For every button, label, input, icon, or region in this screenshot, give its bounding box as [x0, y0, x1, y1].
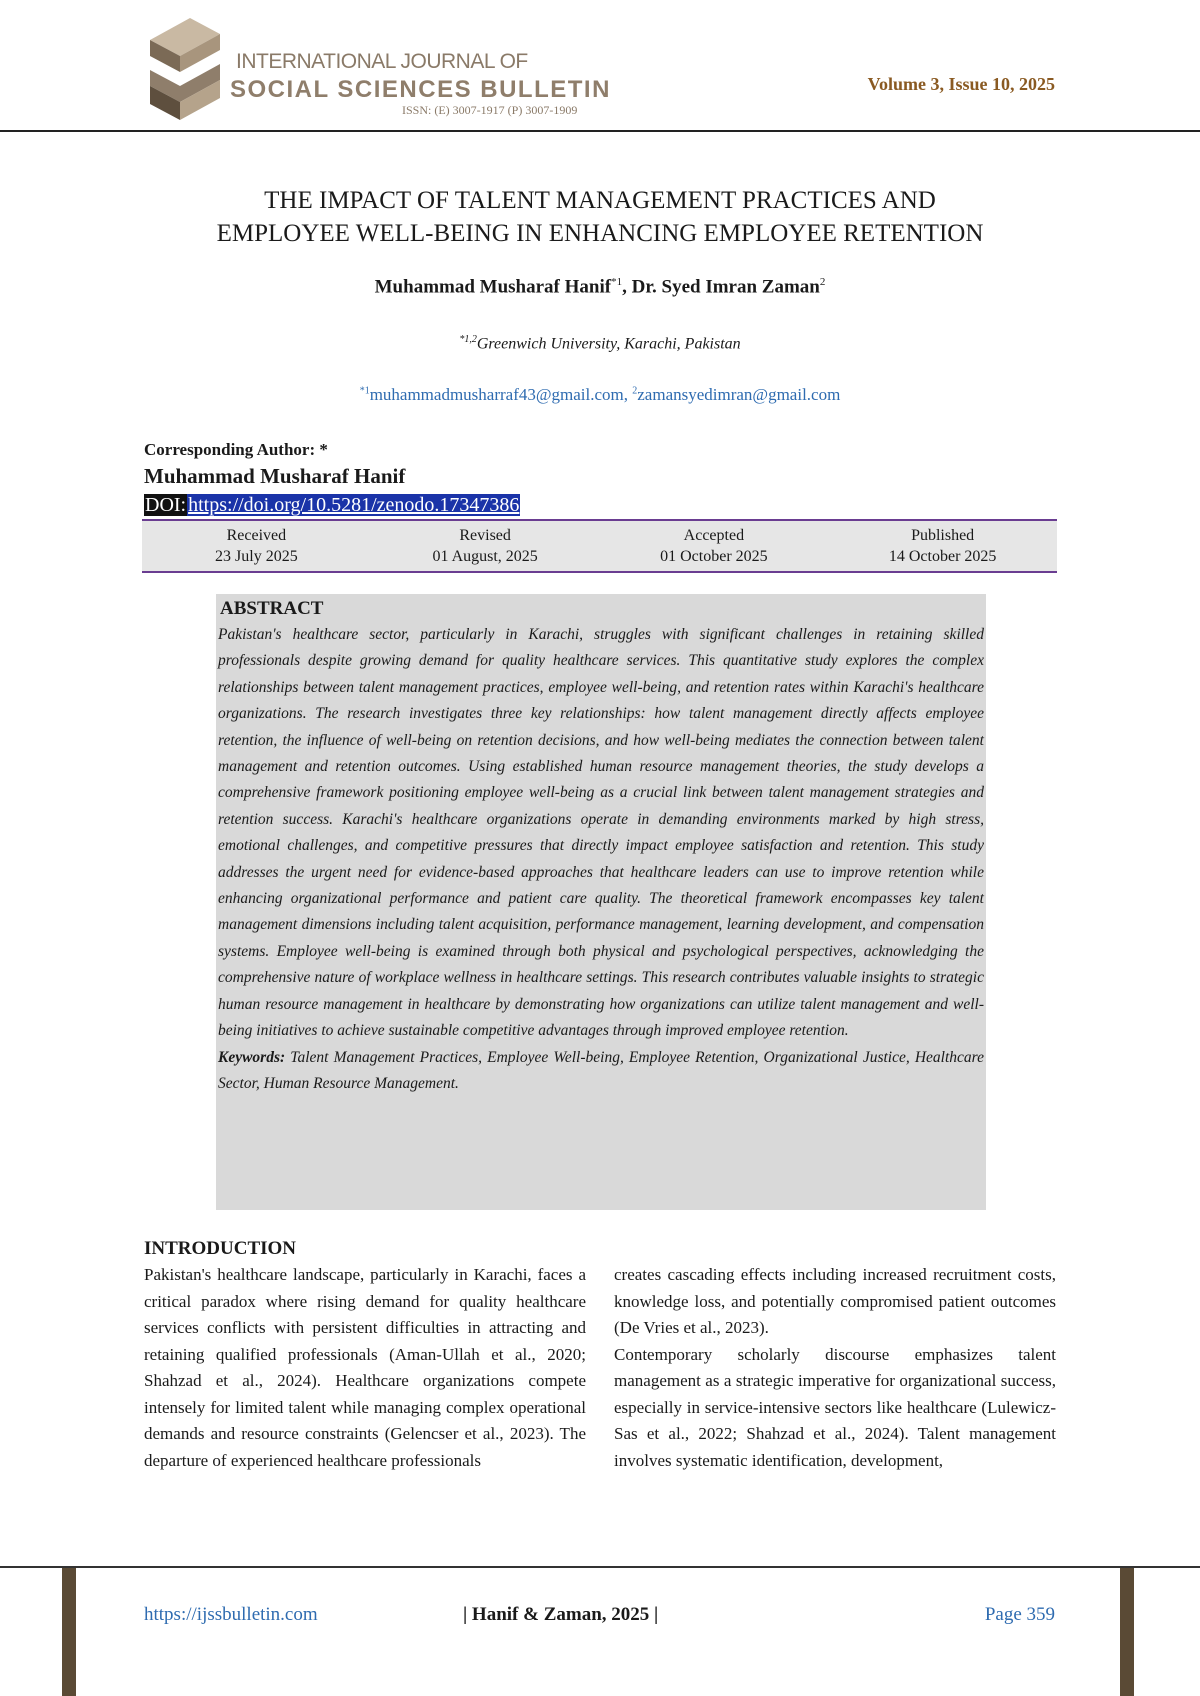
- date-value: 01 October 2025: [660, 548, 768, 565]
- doi-link[interactable]: https://doi.org/10.5281/zenodo.17347386: [188, 494, 520, 516]
- email-1-sup: *1: [359, 385, 370, 397]
- date-published: [828, 521, 1057, 571]
- footer-right-bar: [1120, 1568, 1134, 1696]
- date-accepted: [600, 521, 829, 571]
- footer-page-number: Page 359: [984, 1604, 1055, 1625]
- affiliation-text: Greenwich University, Karachi, Pakistan: [476, 335, 741, 353]
- journal-issn: ISSN: (E) 3007-1917 (P) 3007-1909: [402, 103, 578, 117]
- doi: [144, 494, 520, 517]
- author-1: Muhammad Musharaf Hanif: [374, 276, 612, 298]
- intro-paragraph-1-cont: creates cascading effects including increased recruitment costs, knowledge loss, and potentially compromised patient outcomes (De Vries et al., 2023).: [614, 1265, 1056, 1337]
- date-label: Published: [911, 527, 975, 544]
- footer-divider: [0, 1566, 1200, 1568]
- email-2-sup: 2: [632, 385, 638, 397]
- intro-paragraph-2: Contemporary scholarly discourse emphasizes talent management as a strategic imperative for organizational success, especially in service-intensive sectors like healthcare (Lulewicz-Sas et al., 2022; Shahzad et al., 2024). Talent management involves systematic identification, development,: [614, 1344, 1056, 1470]
- email-separator: ,: [623, 385, 633, 404]
- title-line-1: THE IMPACT OF TALENT MANAGEMENT PRACTICES AND: [264, 187, 936, 214]
- header-divider: [0, 130, 1200, 132]
- date-label: Received: [226, 527, 287, 544]
- footer-citation: | Hanif & Zaman, 2025 |: [463, 1604, 659, 1625]
- keywords-label: Keywords:: [218, 1048, 286, 1066]
- title-line-2: EMPLOYEE WELL-BEING IN ENHANCING EMPLOYEE RETENTION: [216, 220, 984, 247]
- journal-logo-icon: [140, 10, 230, 128]
- introduction-heading: INTRODUCTION: [144, 1238, 297, 1259]
- author-2: Dr. Syed Imran Zaman: [631, 276, 820, 298]
- corresponding-label: Corresponding Author: *: [144, 440, 328, 459]
- date-label: Accepted: [683, 527, 745, 544]
- date-value: 23 July 2025: [215, 548, 298, 565]
- publication-dates: [142, 519, 1057, 573]
- body-column-left: [144, 1262, 586, 1474]
- affiliation: [100, 334, 1100, 353]
- volume-issue: Volume 3, Issue 10, 2025: [867, 74, 1055, 94]
- footer-journal-link[interactable]: https://ijssbulletin.com: [144, 1604, 318, 1625]
- author-1-sup: *1: [611, 276, 623, 288]
- date-value: 01 August, 2025: [432, 548, 538, 565]
- date-label: Revised: [459, 527, 511, 544]
- abstract-heading: ABSTRACT: [220, 598, 324, 619]
- author-separator: ,: [622, 276, 632, 298]
- author-2-sup: 2: [819, 276, 826, 288]
- date-revised: [371, 521, 600, 571]
- affiliation-sup: *1,2: [459, 334, 477, 345]
- corresponding-name: Muhammad Musharaf Hanif: [144, 464, 406, 488]
- abstract-body: Pakistan's healthcare sector, particularly in Karachi, struggles with significant challenges in retaining skilled professionals despite growing demand for quality healthcare services. This quantitative study explores the complex relationships between talent management practices, employee well-being, and retention rates within Karachi's healthcare organizations. The research investigates three key relationships: how talent management directly affects employee retention, the influence of well-being on retention decisions, and how well-being mediates the connection between talent management and retention outcomes. Using established human resource management theories, the study develops a comprehensive framework positioning employee well-being as a crucial link between talent management strategies and retention success. Karachi's healthcare organizations operate in demanding environments marked by high stress, emotional challenges, and competitive pressures that directly impact employee satisfaction and retention. This study addresses the urgent need for evidence-based approaches that healthcare leaders can use to improve retention while enhancing organizational performance and patient care quality. The theoretical framework encompasses key talent management dimensions including talent acquisition, performance management, learning development, and compensation systems. Employee well-being is examined through both physical and psychological perspectives, acknowledging the comprehensive nature of workplace wellness in healthcare settings. This research contributes valuable insights to strategic human resource management in healthcare by demonstrating how organizations can utilize talent management and well-being initiatives to achieve sustainable competitive advantages through improved employee retention.: [218, 626, 984, 1040]
- journal-name-line1: INTERNATIONAL JOURNAL OF: [236, 50, 528, 73]
- journal-name-line2: SOCIAL SCIENCES BULLETIN: [230, 76, 611, 103]
- email-2-link[interactable]: zamansyedimran@gmail.com: [637, 385, 841, 404]
- keywords: [218, 1045, 984, 1098]
- date-received: [142, 521, 371, 571]
- author-emails: [100, 385, 1100, 405]
- author-list: [100, 276, 1100, 298]
- abstract-box: [216, 594, 986, 1210]
- email-1-link[interactable]: muhammadmusharraf43@gmail.com: [369, 385, 624, 404]
- date-value: 14 October 2025: [888, 548, 997, 565]
- body-column-right: [614, 1262, 1056, 1474]
- paper-title: [100, 184, 1100, 250]
- journal-header: [0, 0, 1200, 132]
- footer-left-bar: [62, 1568, 76, 1696]
- doi-label: DOI:: [145, 494, 187, 516]
- intro-paragraph-1: Pakistan's healthcare landscape, particularly in Karachi, faces a critical paradox where rising demand for quality healthcare services conflicts with persistent difficulties in attracting and retaining qualified professionals (Aman-Ullah et al., 2020; Shahzad et al., 2024). Healthcare organizations compete intensely for limited talent while managing complex operational demands and resource constraints (Gelencser et al., 2023). The departure of experienced healthcare professionals: [144, 1265, 586, 1470]
- keywords-text: Talent Management Practices, Employee Well-being, Employee Retention, Organizational Justice, Healthcare Sector, Human Resource Management.: [218, 1048, 984, 1092]
